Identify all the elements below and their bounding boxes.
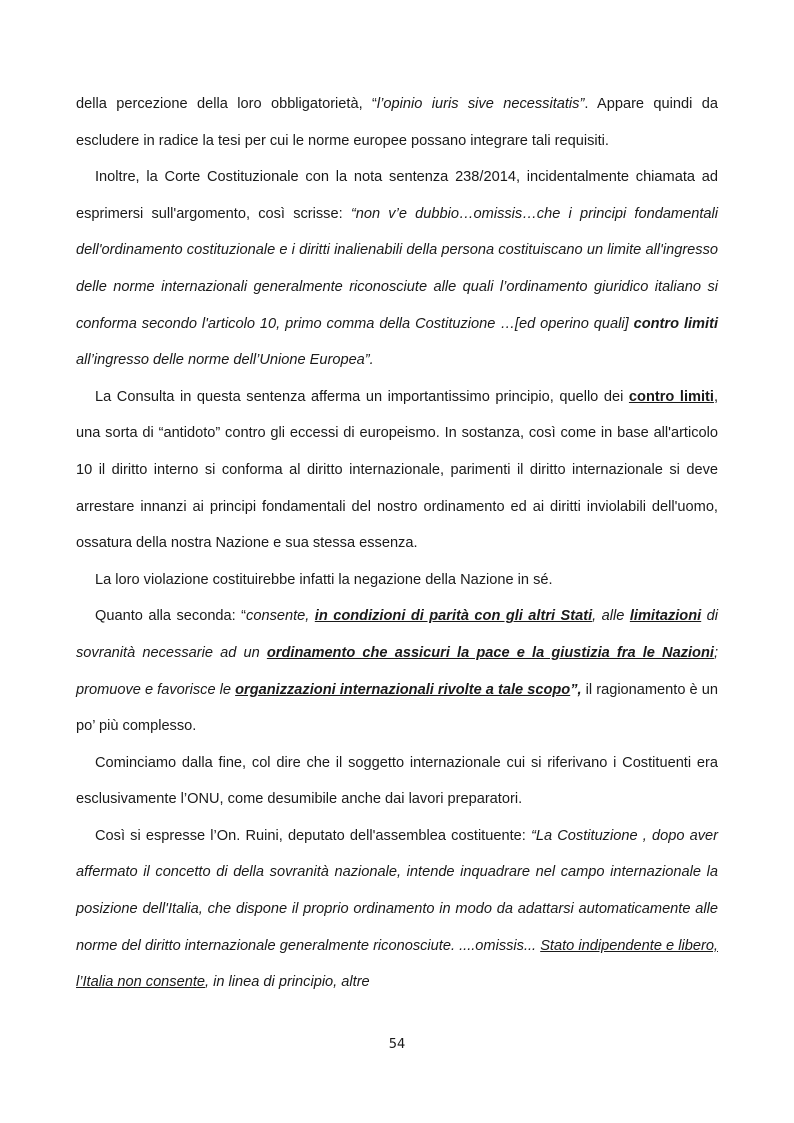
emphasis-limitazioni: limitazioni bbox=[629, 608, 702, 625]
text-run: Cominciamo dalla fine, col dire che il soggetto internazionale cui si riferivano i Costituenti era esclusivamente l’ONU, come desumibile anche dai lavori preparatori. bbox=[76, 754, 718, 808]
paragraph-3 bbox=[76, 379, 718, 562]
paragraph-7 bbox=[76, 818, 718, 1001]
quote-sentenza-238-2014: “non v’e dubbio…omissis…che i principi fondamentali dell'ordinamento costituzionale e i diritti inalienabili della persona costituiscano un limite all'ingresso delle norme internazionali generalmente riconosciute alle quali l’ordinamento giuridico italiano si conforma secondo l'articolo 10, primo comma della Costituzione …[ed operino quali] bbox=[76, 205, 718, 332]
text-run: il ragionamento è un po’ più complesso. bbox=[76, 681, 718, 735]
paragraph-5 bbox=[76, 598, 718, 744]
quote-run: , alle bbox=[592, 608, 630, 625]
emphasis-ordinamento-pace: ordinamento che assicuri la pace e la giustizia fra le Nazioni bbox=[266, 644, 714, 661]
text-run: Così si espresse l’On. Ruini, deputato dell'assemblea costituente: bbox=[95, 827, 531, 844]
text-run: Inoltre, la Corte Costituzionale con la nota sentenza 238/2014, incidentalmente chiamata ad esprimersi sull'argomento, così scrisse: bbox=[76, 169, 718, 222]
quote-run: ; promuove e favorisce le bbox=[76, 644, 718, 698]
page-number: 54 bbox=[388, 1037, 406, 1052]
text-run: La loro violazione costituirebbe infatti la negazione della Nazione in sé. bbox=[95, 571, 553, 588]
text-run: Quanto alla seconda: “ bbox=[95, 608, 247, 625]
text-run: . Appare quindi da escludere in radice la tesi per cui le norme europee possano integrare tali requisiti. bbox=[76, 96, 719, 149]
emphasis-contro-limiti: contro limiti bbox=[633, 315, 718, 332]
document-page bbox=[76, 86, 718, 1001]
emphasis-stato-indipendente: Stato indipendente e libero, l’Italia non consente bbox=[76, 937, 718, 991]
quote-run: consente, bbox=[246, 608, 315, 625]
paragraph-2 bbox=[76, 159, 718, 379]
paragraph-4 bbox=[76, 562, 718, 599]
quote-run: , in linea di principio, altre bbox=[205, 974, 370, 991]
text-run: , una sorta di “antidoto” contro gli eccessi di europeismo. In sostanza, così come in base all'articolo 10 il diritto interno si conforma al diritto internazionale, parimenti il diritto internazionale si deve arrestare innanzi ai principi fondamentali del nostro ordinamento ed ai diritti inviolabili dell'uomo, ossatura della nostra Nazione e sua stessa essenza. bbox=[76, 388, 719, 552]
paragraph-6 bbox=[76, 745, 718, 818]
text-run: La Consulta in questa sentenza afferma un importantissimo principio, quello dei bbox=[95, 388, 629, 405]
emphasis-organizzazioni: organizzazioni internazionali rivolte a tale scopo bbox=[235, 681, 571, 698]
quote-end: all’ingresso delle norme dell’Unione Europea”. bbox=[76, 352, 374, 369]
quote-run: di sovranità necessarie ad un bbox=[76, 608, 719, 661]
emphasis-parita: in condizioni di parità con gli altri Stati bbox=[314, 608, 593, 625]
quote-opinio-iuris: l’opinio iuris sive necessitatis” bbox=[376, 96, 585, 112]
emphasis-contro-limiti-underlined: contro limiti bbox=[628, 388, 714, 405]
paragraph-1 bbox=[76, 86, 718, 159]
quote-ruini: “La Costituzione , dopo aver affermato il concetto di della sovranità nazionale, intende inquadrare nel campo internazionale la posizione dell'Italia, che dispone il proprio ordinamento in modo da adattarsi automaticamente alle norme del diritto internazionale generalmente riconosciute. ....omissis... bbox=[76, 827, 719, 954]
quote-close: ”, bbox=[570, 681, 582, 698]
text-run: della percezione della loro obbligatorietà, “ bbox=[76, 96, 377, 112]
